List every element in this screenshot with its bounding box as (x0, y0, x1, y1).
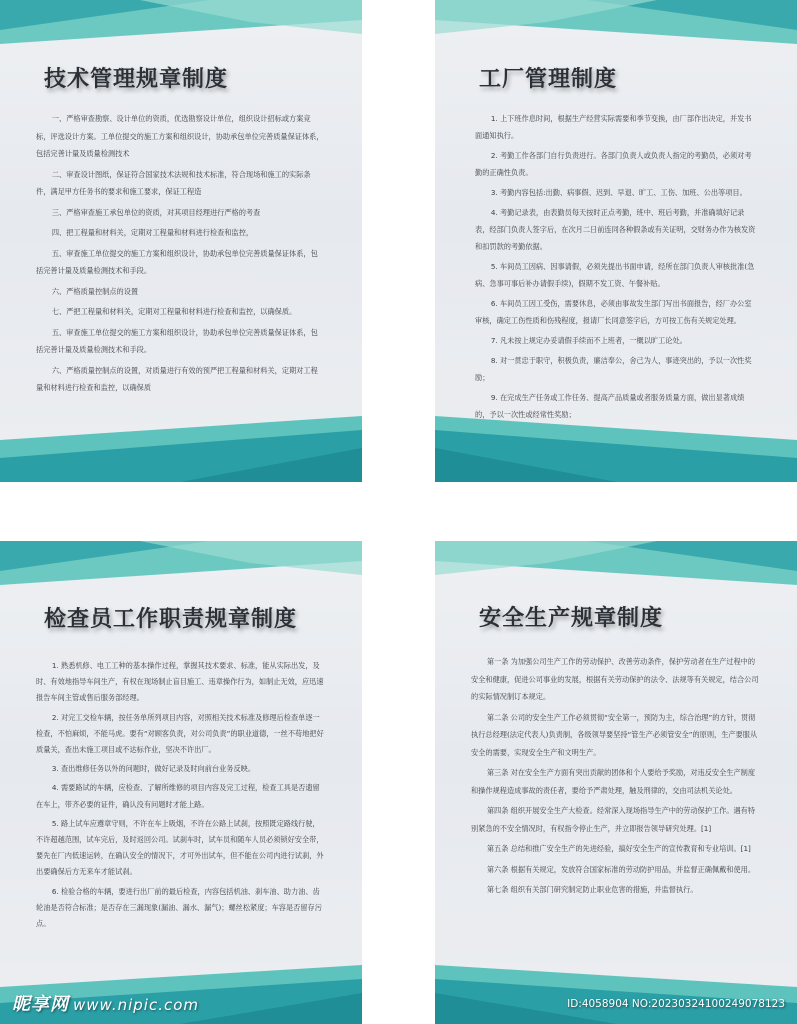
watermark-url: www.nipic.com (73, 996, 200, 1014)
paragraph: 第六条 根据有关规定，发放符合国家标准的劳动防护用品，并监督正确佩戴和使用。 (486, 864, 756, 874)
paragraph: 7. 凡未按上规定办妥请假手续而不上班者，一概以旷工论处。 (490, 336, 687, 345)
paragraph: 3. 查出维修任务以外的问题时，做好记录及时向前台业务反映。 (51, 764, 256, 774)
paragraph: 第七条 组织有关部门研究制定防止职业危害的措施，并监督执行。 (486, 885, 698, 894)
paragraph: 9. 在完成生产任务或工作任务、提高产品质量或者服务质量方面，做出显著成绩的，予以一次性或经常性奖励； (475, 393, 745, 419)
poster-title: 技术管理规章制度 (44, 67, 229, 92)
paragraph: 1. 熟悉机修、电工工种的基本操作过程，掌握其技术要求、标准，能从实际出发，及时、有效地指导车间生产，有权在现场制止盲目施工、违章操作行为，如制止无效，应迅速报告车间主管或售后服务部经理。 (36, 661, 324, 703)
poster-body (36, 110, 324, 400)
paragraph: 2. 考勤工作各部门自行负责进行。各部门负责人或负责人指定的考勤员，必须对考勤的正确性负责。 (475, 151, 752, 177)
poster-title: 工厂管理制度 (479, 67, 618, 92)
paragraph: 六、严格质量控制点的设置，对质量进行有效的预严把工程量和材料关，定期对工程量和材料进行检查和监控，以确保质 (36, 365, 318, 392)
poster-technical-management (0, 0, 362, 482)
paragraph: 3. 考勤内容包括:出勤、病事假、迟到、早退、旷工、工伤、加班、公出等项目。 (490, 188, 747, 197)
paragraph: 4. 考勤记录表，由表勤员每天按时正点考勤，班中、班后考勤，并准确填好记录表，经部门负责人签字后，在次月二日前连同各种假条或有关证明，交财务办作为核发资和扣罚款的考勤依据。 (475, 208, 756, 251)
poster-factory-management (435, 0, 797, 482)
poster-body (471, 653, 759, 902)
watermark-logo-text: 昵享网 (12, 994, 69, 1015)
paragraph: 第三条 对在安全生产方面有突出贡献的团体和个人要给予奖励，对违反安全生产制度和操作规程造成事故的责任者，要给予严肃处理，触及刑律的，交由司法机关论处。 (471, 768, 756, 795)
poster-title: 检查员工作职责规章制度 (44, 607, 298, 632)
watermark-bar (0, 984, 797, 1024)
paragraph: 五、审查施工单位提交的施工方案和组织设计，协助承包单位完善质量保证体系，包括完善计量及质量检测技术和手段。 (36, 248, 318, 275)
poster-safety-production (435, 541, 797, 1024)
paragraph: 5. 车间员工因病、因事请假，必须先提出书面申请，经所在部门负责人审核批准(急病、急事可事后补办请假手续)，假期不发工资、午餐补贴。 (475, 262, 755, 288)
poster-inspector-duties (0, 541, 362, 1024)
paragraph: 2. 对完工交检车辆，按任务单所列项目内容，对照相关技术标准及修理后检查单逐一检查，不怕麻烦，不能马虎。要有“对顾客负责，对公司负责”的职业道德，一丝不苟地把好质量关，查出未施工项目或不达标作业，坚决不许出厂。 (36, 712, 324, 755)
paragraph: 1. 上下班作息时间，根据生产经营实际需要和季节变换，由厂部作出决定，并发书面通知执行。 (475, 114, 752, 140)
poster-body (475, 110, 757, 426)
poster-body (36, 658, 324, 935)
paragraph: 6. 检验合格的车辆，要进行出厂前的最后检查，内容包括机油、刹车油、助力油、齿轮油是否符合标准；是否存在三漏现象(漏油、漏水、漏气)；螺丝松紧度；车容是否留存污点。 (36, 886, 322, 929)
paragraph: 第四条 组织开展安全生产大检查。经常深入现场指导生产中的劳动保护工作。遇有特别紧急的不安全情况时，有权指令停止生产，并立即报告领导研究处理。[1] (471, 806, 756, 833)
watermark-id: ID:4058904 NO:20230324100249078123 (567, 998, 785, 1010)
paragraph: 五、审查施工单位提交的施工方案和组织设计，协助承包单位完善质量保证体系，包括完善计量及质量检测技术和手段。 (36, 327, 318, 354)
paragraph: 8. 对一贯忠于职守，积极负责，廉洁奉公，舍己为人，事迹突出的，予以一次性奖励； (475, 356, 752, 382)
poster-title: 安全生产规章制度 (479, 606, 664, 631)
paragraph: 第一条 为加强公司生产工作的劳动保护、改善劳动条件，保护劳动者在生产过程中的安全和健康，促进公司事业的发展，根据有关劳动保护的法令、法规等有关规定，结合公司的实际情况制订本规定。 (471, 657, 759, 701)
paragraph: 4. 需要路试的车辆，应检查、了解所维修的项目内容及完工过程，检查工具是否遗留在车上，带齐必要的证件，确认没有问题时才能上路。 (36, 783, 320, 809)
paragraph: 四、把工程量和材料关，定期对工程量和材料进行检查和监控， (51, 228, 254, 237)
paragraph: 六、严格质量控制点的设置 (51, 286, 139, 296)
paragraph: 一、严格审查勘察、设计单位的资质，优选勘察设计单位，组织设计招标或方案竞标，评选设计方案。工单位提交的施工方案和组织设计，协助承包单位完善质量保证体系，包括完善计量及质量检测技术 (36, 114, 324, 158)
paragraph: 七、严把工程量和材料关，定期对工程量和材料进行检查和监控，以确保质。 (51, 307, 297, 316)
watermark-logo (12, 990, 199, 1016)
paragraph: 6. 车间员工因工受伤，需要休息，必须由事故发生部门写出书面报告，经厂办公室审核，确定工伤性质和伤残程度，报请厂长同意签字后，方可按工伤有关规定处理。 (475, 299, 752, 325)
paragraph: 三、严格审查施工承包单位的资质，对其项目经理进行严格的考查 (51, 207, 261, 217)
paragraph: 二、审查设计图纸，保证符合国家技术法规和技术标准，符合现场和施工的实际条件，满足甲方任务书的要求和施工要求，保证工程造 (36, 169, 311, 196)
paragraph: 第五条 总结和推广安全生产的先进经验，搞好安全生产的宣传教育和专业培训。[1] (486, 844, 751, 853)
paragraph: 5. 路上试车应遵章守则，不许在车上吸烟，不许在公路上试刹，按照既定路线行驶，不许超越范围，试车完后，及时返回公司。试刹车时，试车员和随车人员必须锁好安全带，要先在厂内低速运转，在确认安全的情况下，才可外出试车，但不能在公司内进行试刹，外出要确保后方无来车才能试刹。 (36, 818, 324, 877)
paragraph: 第二条 公司的安全生产工作必须贯彻“安全第一，预防为主，综合治理”的方针，贯彻执行总经理(法定代表人)负责制，各级领导要坚持“管生产必须管安全”的原则，生产要服从安全的需要，实现安全生产和文明生产。 (471, 712, 758, 757)
